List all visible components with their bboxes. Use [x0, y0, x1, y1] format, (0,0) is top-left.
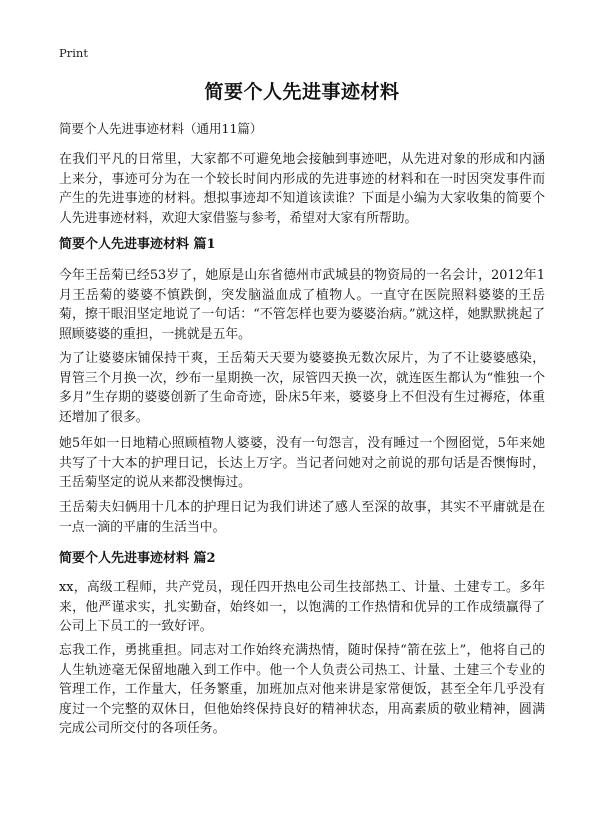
section-1-paragraph-2: 为了让婆婆床铺保持干爽，王岳菊天天要为婆婆换无数次尿片，为了不让婆婆感染，胃管三个月换一次，纱布一星期换一次，尿管四天换一次，就连医生都认为“惟独一个多月”生存期的婆婆创新了生命奇迹，卧床5年来，婆婆身上不但没有生过褥疮，体重还增加了很多。: [59, 351, 545, 425]
section-1-paragraph-4: 王岳菊夫妇俩用十几本的护理日记为我们讲述了感人至深的故事，其实不平庸就是在一点一滴的平庸的生活当中。: [59, 500, 545, 535]
document-title: 简要个人先进事迹材料: [204, 81, 400, 103]
section-1-paragraph-1: 今年王岳菊已经53岁了，她原是山东省德州市武城县的物资局的一名会计，2012年1月王岳菊的婆婆不慎跌倒，突发脑溢血成了植物人。一直守在医院照料婆婆的王岳菊，擦干眼泪坚定地说了一句话：“不管怎样也要为婆婆治病。”就这样，她默默挑起了照顾婆婆的重担，一挑就是五年。: [59, 268, 545, 342]
section-2-paragraph-1: xx，高级工程师，共产党员，现任四开热电公司生技部热工、计量、土建专工。多年来，他严谨求实，扎实勤奋，始终如一，以饱满的工作热情和优异的工作成绩赢得了公司上下员工的一致好评。: [59, 580, 545, 634]
section-1-paragraph-3: 她5年如一日地精心照顾植物人婆婆，没有一句怨言，没有睡过一个囫囵觉，5年来她共写了十大本的护理日记，长达上万字。当记者问她对之前说的那句话是否懊悔时，王岳菊坚定的说从来都没懊悔过。: [59, 436, 545, 490]
print-link[interactable]: Print: [59, 46, 88, 60]
section-heading-1: 简要个人先进事迹材料 篇1: [59, 237, 216, 252]
section-heading-2: 简要个人先进事迹材料 篇2: [59, 551, 216, 566]
document-subtitle: 简要个人先进事迹材料（通用11篇）: [59, 121, 263, 136]
section-2-paragraph-2: 忘我工作，勇挑重担。同志对工作始终充满热情，随时保持“箭在弦上”，他将自己的人生轨迹毫无保留地融入到工作中。他一个人负责公司热工、计量、土建三个专业的管理工作，工作量大，任务繁重，加班加点对他来讲是家常便饭，甚至全年几乎没有度过一个完整的双休日，但他始终保持良好的精神状态，用高素质的敬业精神，圆满完成公司所交付的各项任务。: [59, 643, 545, 736]
intro-paragraph: 在我们平凡的日常里，大家都不可避免地会接触到事迹吧，从先进对象的形成和内涵上来分，事迹可分为在一个较长时间内形成的先进事迹的材料和在一时因突发事件而产生的先进事迹的材料。想拟事迹却不知道该读谁？下面是小编为大家收集的简要个人先进事迹材料，欢迎大家借鉴与参考，希望对大家有所帮助。: [59, 152, 545, 226]
